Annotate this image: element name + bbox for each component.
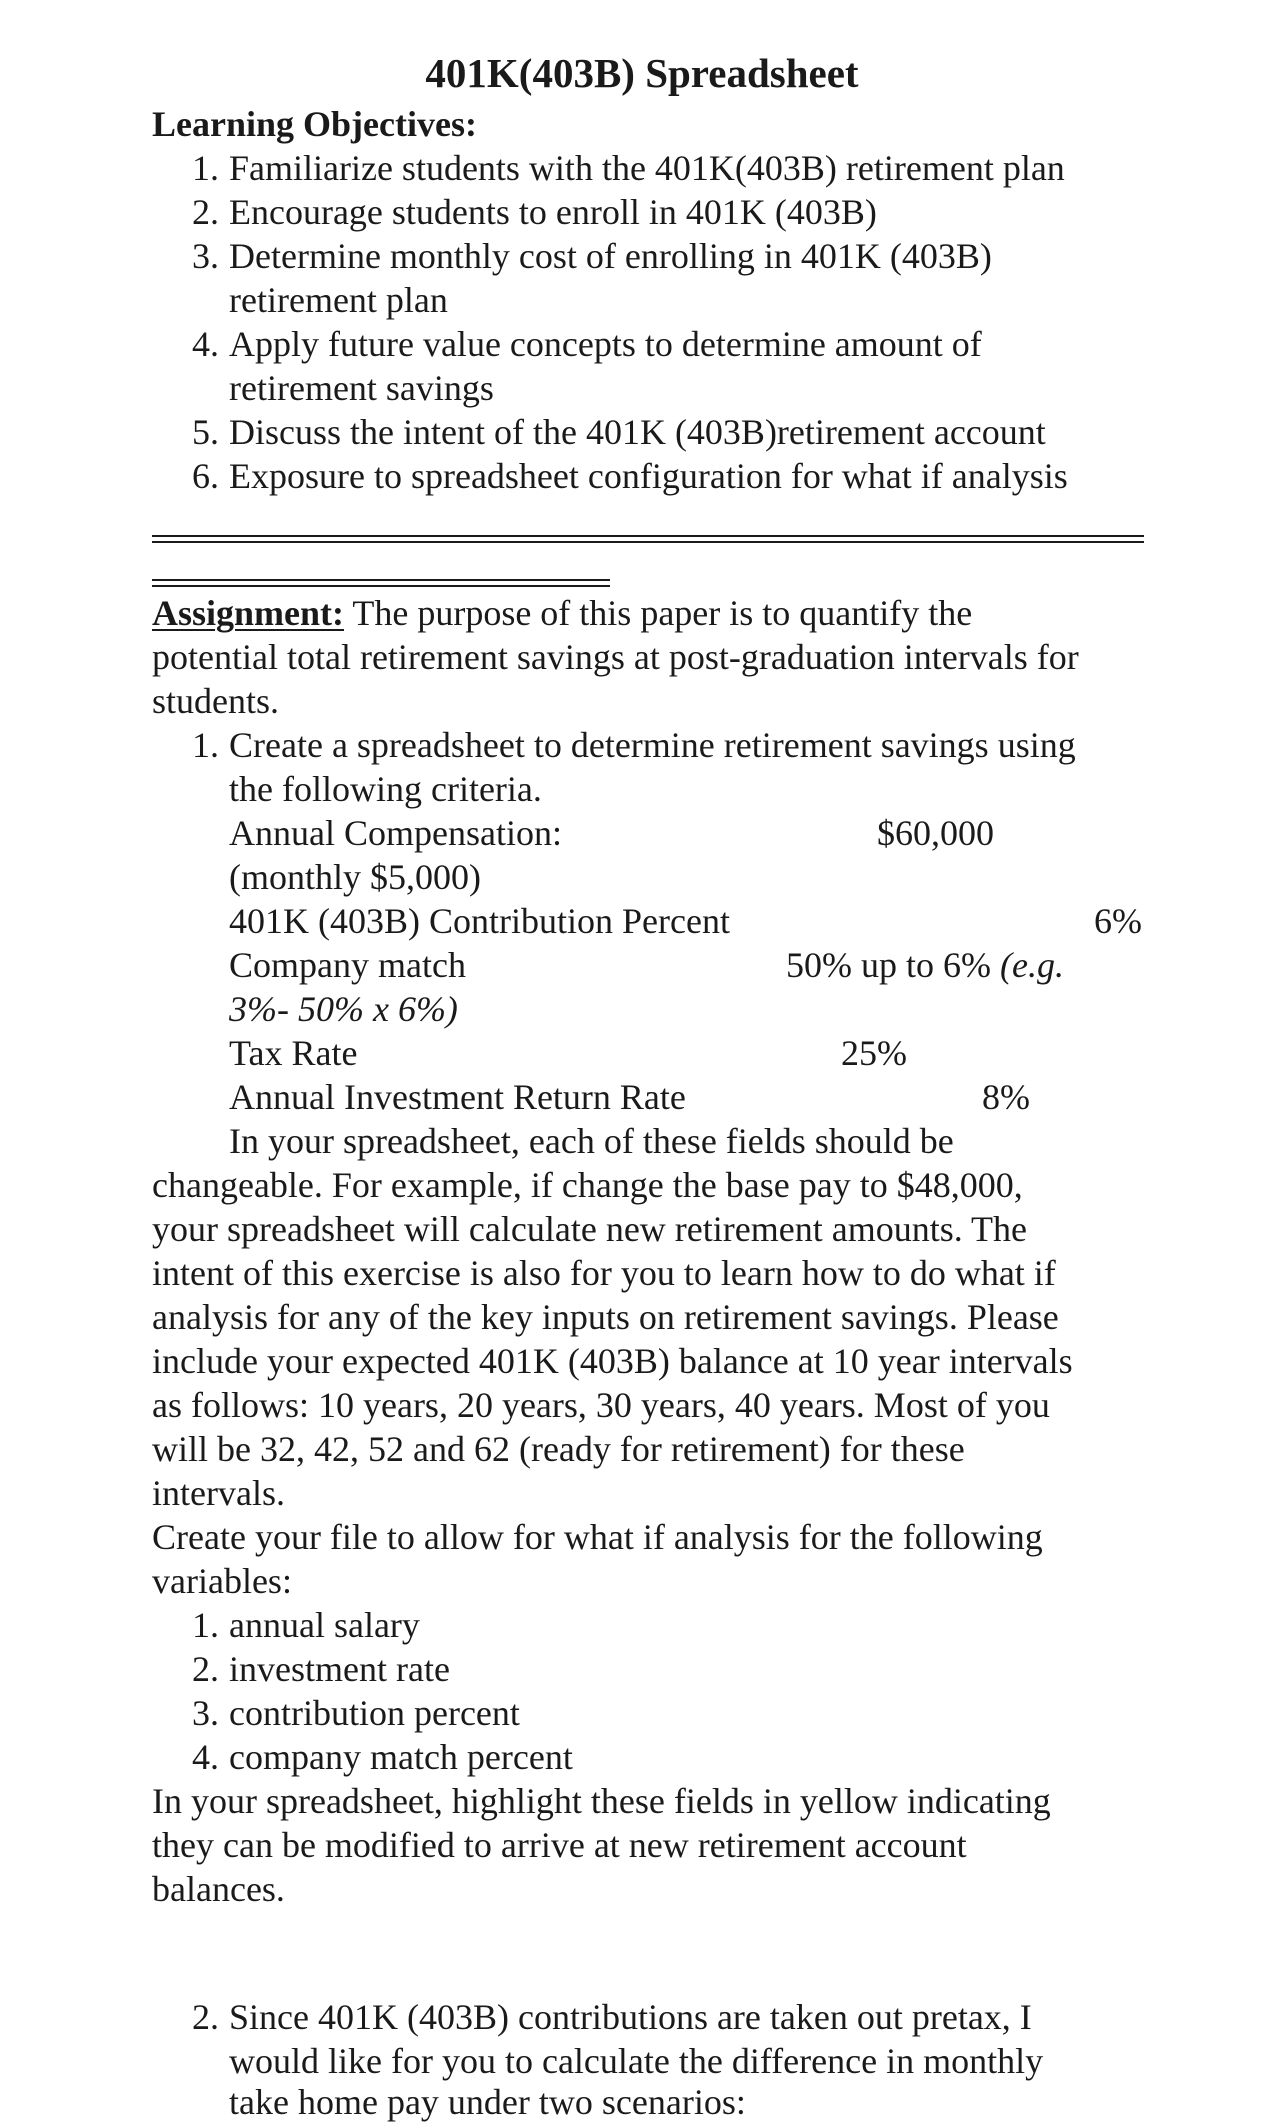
variable-number: 1. <box>192 1605 219 1645</box>
objective-text: Familiarize students with the 401K(403B) retirement plan <box>229 148 1065 188</box>
separator-rule <box>152 535 1144 537</box>
variable-item: company match percent <box>229 1737 573 1777</box>
criteria-match-value <box>786 943 1064 987</box>
criteria-contribution-value: 6% <box>1094 901 1142 941</box>
task-number: 1. <box>192 725 219 765</box>
variable-item: contribution percent <box>229 1693 520 1733</box>
paragraph-line: changeable. For example, if change the base pay to $48,000, <box>152 1165 1023 1205</box>
objective-number: 4. <box>192 324 219 364</box>
document-title: 401K(403B) Spreadsheet <box>425 50 859 96</box>
task-number: 2. <box>192 1997 219 2037</box>
task-text: Since 401K (403B) contributions are taken out pretax, I <box>229 1997 1032 2037</box>
assignment-label: Assignment: <box>152 593 345 633</box>
task-text-continued: would like for you to calculate the difference in monthly <box>229 2041 1044 2081</box>
criteria-tax-value: 25% <box>841 1033 907 1073</box>
variable-number: 2. <box>192 1649 219 1689</box>
assignment-intro-line: potential total retirement savings at post-graduation intervals for <box>152 637 1079 677</box>
objective-number: 3. <box>192 236 219 276</box>
objectives-heading: Learning Objectives: <box>152 104 477 144</box>
paragraph-line: include your expected 401K (403B) balance at 10 year intervals <box>152 1341 1073 1381</box>
paragraph-line: will be 32, 42, 52 and 62 (ready for retirement) for these <box>152 1429 965 1469</box>
paragraph-line: your spreadsheet will calculate new retirement amounts. The <box>152 1209 1028 1249</box>
paragraph-line: as follows: 10 years, 20 years, 30 years, 40 years. Most of you <box>152 1385 1050 1425</box>
paragraph-line: analysis for any of the key inputs on retirement savings. Please <box>152 1297 1059 1337</box>
criteria-match-label: Company match <box>229 945 466 985</box>
variable-item: annual salary <box>229 1605 420 1645</box>
objective-text: Determine monthly cost of enrolling in 401K (403B) <box>229 236 992 276</box>
variable-number: 3. <box>192 1693 219 1733</box>
objective-text-continued: retirement savings <box>229 368 494 408</box>
objective-number: 2. <box>192 192 219 232</box>
objective-number: 1. <box>192 148 219 188</box>
objective-text: Exposure to spreadsheet configuration for what if analysis <box>229 456 1068 496</box>
task-text-continued: the following criteria. <box>229 769 542 809</box>
criteria-match-example: (e.g. <box>999 945 1064 985</box>
objective-number: 6. <box>192 456 219 496</box>
paragraph-line: intervals. <box>152 1473 285 1513</box>
objective-number: 5. <box>192 412 219 452</box>
task-text: Create a spreadsheet to determine retirement savings using <box>229 725 1076 765</box>
criteria-compensation-value: $60,000 <box>877 813 994 853</box>
highlight-line: In your spreadsheet, highlight these fields in yellow indicating <box>152 1781 1051 1821</box>
assignment-intro-text: The purpose of this paper is to quantify the <box>344 593 973 633</box>
criteria-tax-label: Tax Rate <box>229 1033 358 1073</box>
paragraph-first-line: In your spreadsheet, each of these fields should be <box>229 1121 954 1161</box>
paragraph-line: intent of this exercise is also for you to learn how to do what if <box>152 1253 1056 1293</box>
criteria-return-value: 8% <box>982 1077 1030 1117</box>
whatif-line: variables: <box>152 1561 292 1601</box>
assignment-intro <box>152 591 972 635</box>
criteria-match-value-text: 50% up to 6% <box>786 945 991 985</box>
highlight-line: balances. <box>152 1869 285 1909</box>
criteria-return-label: Annual Investment Return Rate <box>229 1077 686 1117</box>
objective-text-continued: retirement plan <box>229 280 448 320</box>
objective-text: Encourage students to enroll in 401K (403B) <box>229 192 877 232</box>
criteria-contribution-label: 401K (403B) Contribution Percent <box>229 901 730 941</box>
separator-rule-short <box>152 585 610 587</box>
task-text-continued: take home pay under two scenarios: <box>229 2082 746 2122</box>
objective-text: Apply future value concepts to determine amount of <box>229 324 982 364</box>
whatif-line: Create your file to allow for what if analysis for the following <box>152 1517 1043 1557</box>
assignment-intro-line: students. <box>152 681 280 721</box>
separator-rule-short <box>152 579 610 581</box>
variable-item: investment rate <box>229 1649 450 1689</box>
variable-number: 4. <box>192 1737 219 1777</box>
highlight-line: they can be modified to arrive at new retirement account <box>152 1825 967 1865</box>
criteria-match-example-continued: 3%- 50% x 6%) <box>229 989 458 1029</box>
objective-text: Discuss the intent of the 401K (403B)retirement account <box>229 412 1046 452</box>
criteria-compensation-monthly: (monthly $5,000) <box>229 857 481 897</box>
separator-rule <box>152 541 1144 543</box>
criteria-compensation-label: Annual Compensation: <box>229 813 562 853</box>
